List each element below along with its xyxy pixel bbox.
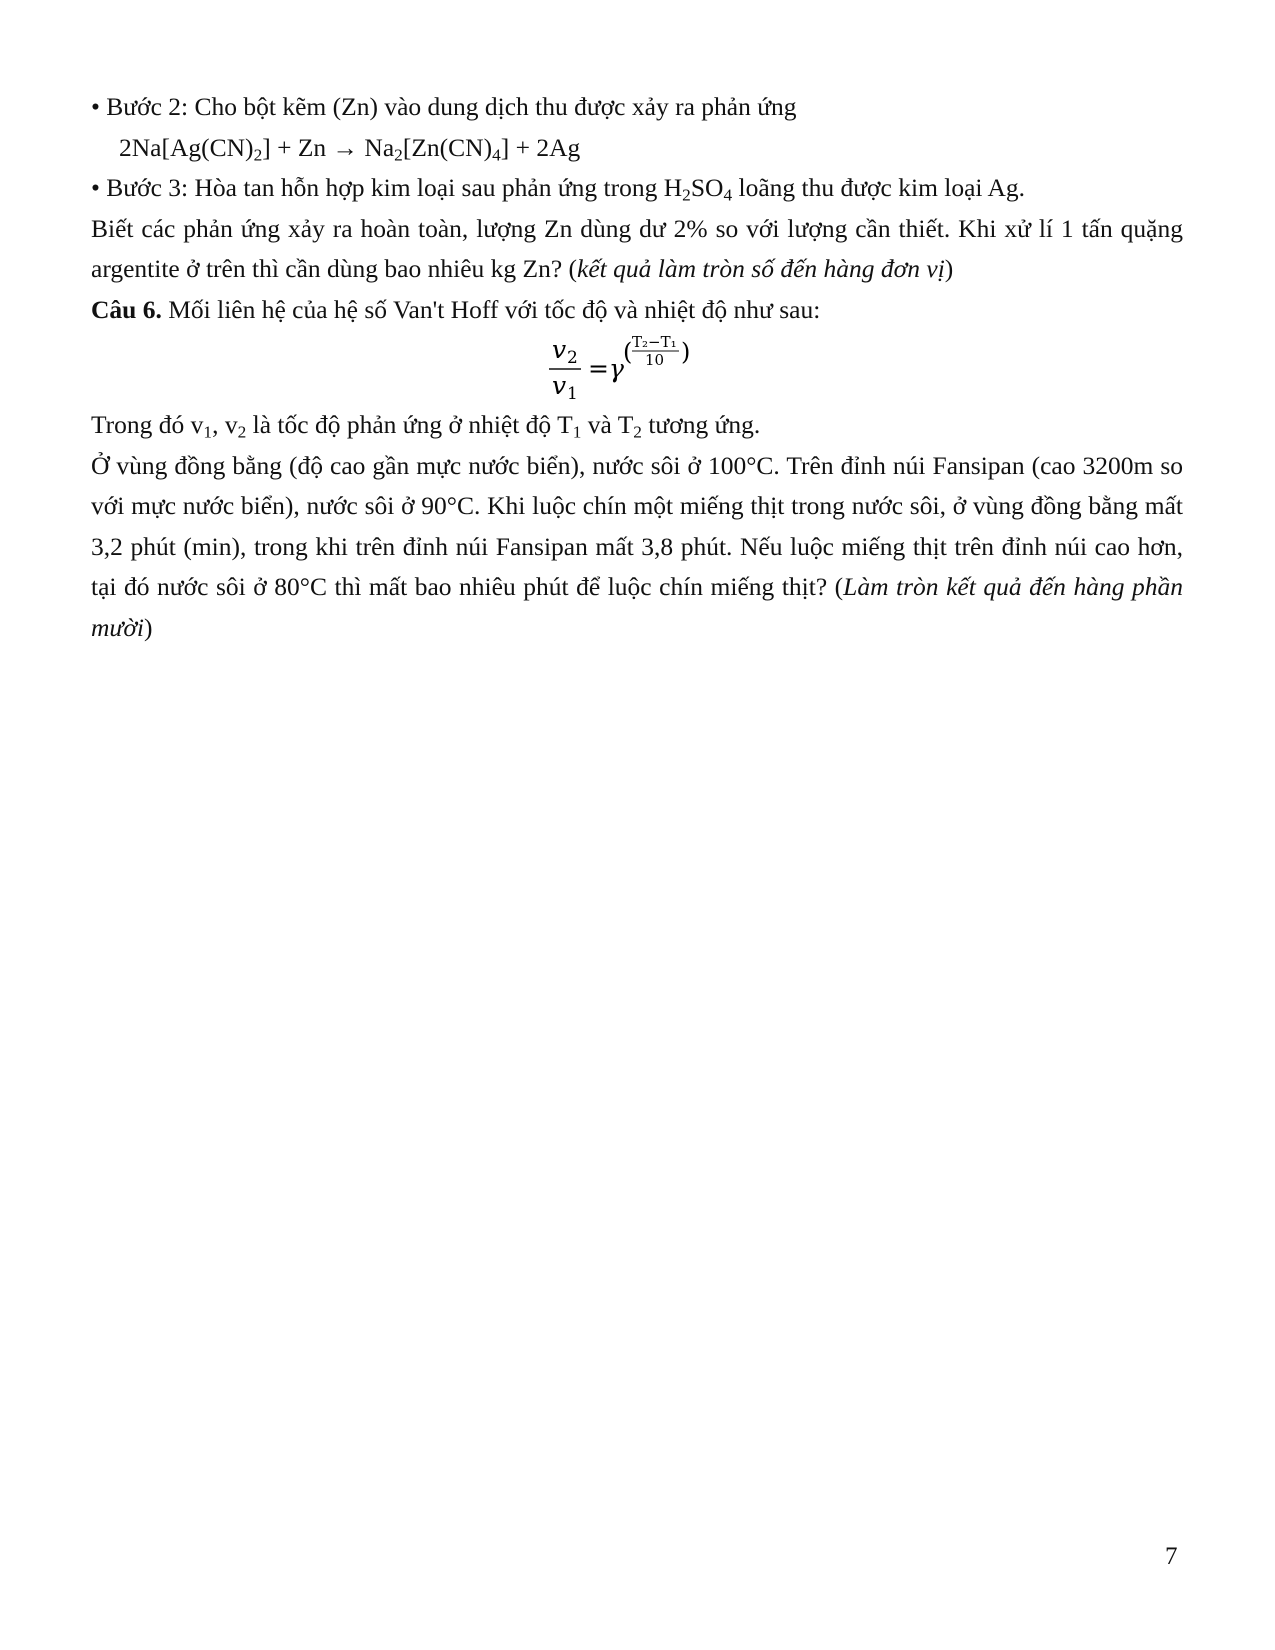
text-part: SO [690, 173, 724, 202]
formula-gamma: γ [609, 354, 624, 383]
eq-part: 2Na[Ag(CN) [119, 132, 254, 162]
eq-subscript: 2 [253, 144, 263, 164]
rounding-note: Làm tròn kết quả đến hàng phần mười [91, 572, 1183, 642]
paragraph-text: Biết các phản ứng xảy ra hoàn toàn, lượng Zn dùng dư 2% so với lượng cần thiết. Khi xử lí 1 tấn quặng argentite ở trên thì cần dùng bao nhiêu kg Zn? ( [91, 213, 1183, 283]
page-content [91, 87, 1183, 648]
formula-denominator: v [552, 371, 567, 400]
vant-hoff-formula [91, 330, 1183, 405]
paragraph-text: Ở vùng đồng bằng (độ cao gần mực nước biển), nước sôi ở 100°C. Trên đỉnh núi Fansipan (cao 3200m so với mực nước biển), nước sôi ở 90°C. Khi luộc chín một miếng thịt trong nước sôi, ở vùng đồng bằng mất 3,2 phút (min), trong khi trên đỉnh núi Fansipan mất 3,8 phút. Nếu luộc miếng thịt trên đỉnh núi cao hơn, tại đó nước sôi ở 80°C thì mất bao nhiêu phút để luộc chín miếng thịt? ( [91, 450, 1183, 601]
subscript: 2 [633, 422, 642, 442]
eq-subscript: 2 [394, 144, 403, 164]
formula-numerator-sub: 2 [567, 348, 578, 368]
step-3-text [91, 168, 1183, 209]
eq-part: [Zn(CN) [402, 132, 493, 162]
text-part: loãng thu được kim loại Ag. [732, 173, 1026, 202]
paren-close: ) [944, 254, 954, 283]
text-part: • Bước 3: Hòa tan hỗn hợp kim loại sau phản ứng trong H [91, 173, 683, 202]
exponent-numerator: T₂−T₁ [632, 333, 677, 351]
formula-explanation [91, 405, 1183, 446]
paren-close: ) [144, 612, 153, 642]
subscript: 2 [682, 185, 691, 205]
exponent-paren-open: ( [623, 338, 633, 366]
text-part: Trong đó v [91, 410, 204, 439]
question-6-intro [91, 290, 1183, 331]
eq-part: ] + Zn → Na [262, 132, 395, 162]
text-part: là tốc độ phản ứng ở nhiệt độ T [246, 410, 573, 439]
step-2-equation [91, 128, 1183, 169]
text-part: tương ứng. [641, 410, 761, 439]
formula-equals: = [588, 354, 609, 383]
subscript: 2 [237, 422, 247, 442]
question-5-tail [91, 209, 1183, 290]
question-6-body [91, 446, 1183, 649]
subscript: 1 [572, 422, 582, 442]
subscript: 4 [723, 185, 733, 205]
formula-svg [549, 330, 709, 405]
text-part: và T [581, 410, 634, 439]
question-label: Câu 6. [91, 294, 162, 324]
page-number: 7 [1165, 1543, 1178, 1570]
eq-part: ] + 2Ag [500, 132, 581, 162]
step-2-text: • Bước 2: Cho bột kẽm (Zn) vào dung dịch thu được xảy ra phản ứng [91, 92, 797, 121]
exponent-denominator: 10 [645, 351, 665, 369]
exponent-paren-close: ) [681, 338, 691, 366]
question-text: Mối liên hệ của hệ số Van't Hoff với tốc độ và nhiệt độ như sau: [161, 294, 821, 324]
eq-subscript: 4 [492, 144, 501, 164]
formula-numerator: v [552, 335, 567, 364]
formula-denominator-sub: 1 [567, 384, 578, 404]
subscript: 1 [203, 422, 213, 442]
rounding-note: kết quả làm tròn số đến hàng đơn vị [577, 254, 945, 283]
text-part: , v [212, 410, 238, 439]
